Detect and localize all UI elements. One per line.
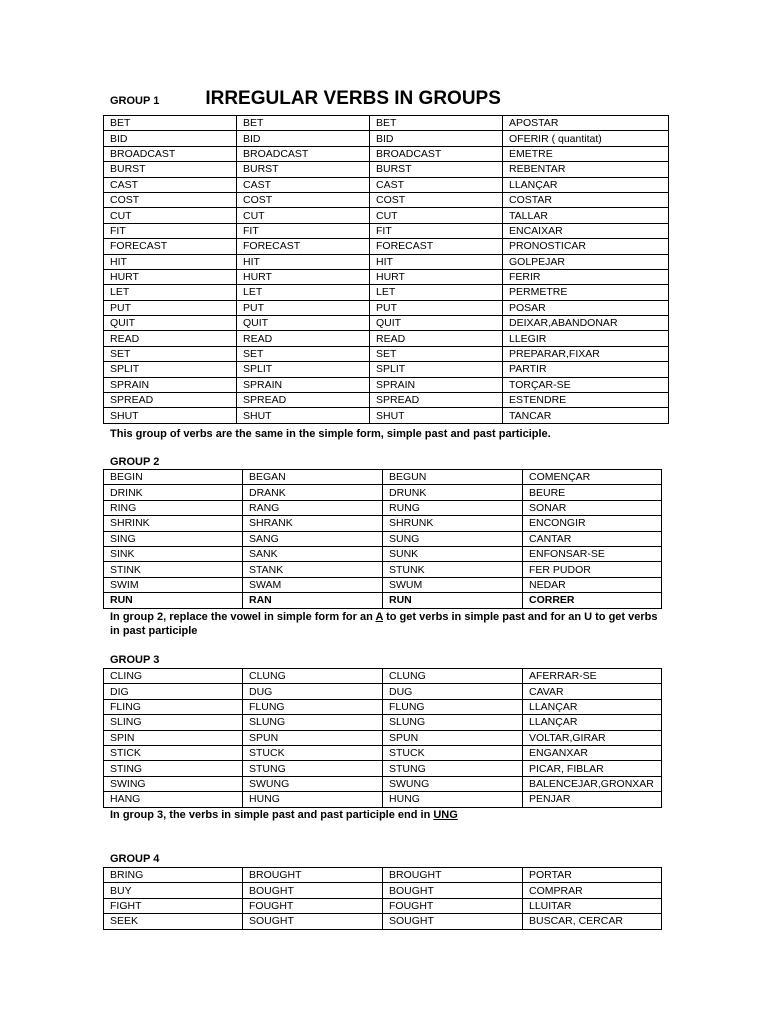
table-row	[104, 162, 669, 177]
table-cell: PREPARAR,FIXAR	[503, 346, 669, 361]
table-cell: PUT	[104, 300, 237, 315]
group-2-label: GROUP 2	[110, 456, 160, 468]
table-cell: RUN	[383, 593, 523, 608]
table-cell: SHRINK	[104, 516, 243, 531]
table-row	[104, 269, 669, 284]
table-cell: BEGUN	[383, 470, 523, 485]
table-cell: BROADCAST	[237, 146, 370, 161]
table-cell: BEURE	[523, 485, 662, 500]
table-row	[104, 577, 662, 592]
table-cell: STUNK	[383, 562, 523, 577]
table-cell: CAST	[370, 177, 503, 192]
table-cell: CAVAR	[523, 684, 662, 699]
table-cell: SPLIT	[237, 362, 370, 377]
table-cell: HUNG	[243, 792, 383, 807]
table-cell: BOUGHT	[383, 883, 523, 898]
table-row	[104, 730, 662, 745]
table-cell: CUT	[370, 208, 503, 223]
table-row	[104, 146, 669, 161]
table-cell: BRING	[104, 868, 243, 883]
table-cell: BALENCEJAR,GRONXAR	[523, 776, 662, 791]
table-row	[104, 546, 662, 561]
table-cell: STICK	[104, 745, 243, 760]
table-cell: LLUITAR	[523, 898, 662, 913]
table-cell: CLUNG	[243, 669, 383, 684]
table-cell: SUNK	[383, 546, 523, 561]
table-cell: FIT	[237, 223, 370, 238]
table-row	[104, 562, 662, 577]
document-heading	[110, 88, 501, 110]
table-cell: BID	[104, 131, 237, 146]
table-row	[104, 408, 669, 423]
table-cell: BOUGHT	[243, 883, 383, 898]
table-cell: SPUN	[383, 730, 523, 745]
table-cell: SWIM	[104, 577, 243, 592]
table-cell: DIG	[104, 684, 243, 699]
table-cell: BURST	[104, 162, 237, 177]
table-cell: CAST	[104, 177, 237, 192]
table-cell: SWUNG	[243, 776, 383, 791]
table-cell: BEGIN	[104, 470, 243, 485]
table-row	[104, 898, 662, 913]
group-3-note-ung: UNG	[433, 809, 458, 821]
table-cell: SANK	[243, 546, 383, 561]
table-row	[104, 792, 662, 807]
table-cell: CANTAR	[523, 531, 662, 546]
table-cell: SHRANK	[243, 516, 383, 531]
table-row	[104, 745, 662, 760]
group-2-note-text-a: In group 2, replace the vowel in simple form for an	[110, 611, 376, 623]
table-row	[104, 669, 662, 684]
table-cell: SET	[104, 346, 237, 361]
table-cell: STUNG	[383, 761, 523, 776]
table-cell: COST	[104, 192, 237, 207]
table-cell: READ	[370, 331, 503, 346]
table-cell: TANCAR	[503, 408, 669, 423]
table-cell: SHRUNK	[383, 516, 523, 531]
table-cell: FORECAST	[104, 239, 237, 254]
table-cell: SET	[370, 346, 503, 361]
table-cell: TALLAR	[503, 208, 669, 223]
table-cell: BUY	[104, 883, 243, 898]
table-cell: FLING	[104, 699, 243, 714]
table-cell: REBENTAR	[503, 162, 669, 177]
table-cell: PERMETRE	[503, 285, 669, 300]
table-cell: RAN	[243, 593, 383, 608]
table-cell: SPIN	[104, 730, 243, 745]
table-cell: HURT	[370, 269, 503, 284]
table-cell: RING	[104, 500, 243, 515]
table-cell: BID	[370, 131, 503, 146]
table-row	[104, 868, 662, 883]
table-cell: STUCK	[383, 745, 523, 760]
table-cell: HURT	[237, 269, 370, 284]
table-cell: QUIT	[237, 316, 370, 331]
table-cell: SHUT	[104, 408, 237, 423]
table-cell: BUSCAR, CERCAR	[523, 914, 662, 929]
table-row	[104, 177, 669, 192]
table-row	[104, 393, 669, 408]
table-cell: BURST	[370, 162, 503, 177]
table-row	[104, 223, 669, 238]
table-cell: FERIR	[503, 269, 669, 284]
table-cell: APOSTAR	[503, 116, 669, 131]
table-cell: HANG	[104, 792, 243, 807]
table-cell: LLEGIR	[503, 331, 669, 346]
table-cell: SUNG	[383, 531, 523, 546]
table-cell: SLING	[104, 715, 243, 730]
table-cell: FORECAST	[370, 239, 503, 254]
table-cell: SPLIT	[370, 362, 503, 377]
table-row	[104, 362, 669, 377]
table-cell: CLUNG	[383, 669, 523, 684]
table-row	[104, 485, 662, 500]
table-cell: COST	[370, 192, 503, 207]
table-row	[104, 377, 669, 392]
table-cell: CLING	[104, 669, 243, 684]
table-row	[104, 239, 669, 254]
table-cell: FIT	[104, 223, 237, 238]
table-cell: SLUNG	[383, 715, 523, 730]
table-row	[104, 285, 669, 300]
table-cell: COMENÇAR	[523, 470, 662, 485]
table-cell: TORÇAR-SE	[503, 377, 669, 392]
table-cell: BEGAN	[243, 470, 383, 485]
table-row	[104, 883, 662, 898]
table-cell: GOLPEJAR	[503, 254, 669, 269]
document-title: IRREGULAR VERBS IN GROUPS	[205, 88, 501, 109]
table-cell: RUNG	[383, 500, 523, 515]
group-2-note-text-b: to get verbs in simple past and for an U to get verbs in past participle	[110, 611, 658, 637]
table-cell: QUIT	[370, 316, 503, 331]
table-cell: SEEK	[104, 914, 243, 929]
table-cell: OFERIR ( quantitat)	[503, 131, 669, 146]
table-cell: AFERRAR-SE	[523, 669, 662, 684]
table-cell: ENFONSAR-SE	[523, 546, 662, 561]
table-cell: HIT	[104, 254, 237, 269]
table-cell: LET	[104, 285, 237, 300]
table-cell: CUT	[237, 208, 370, 223]
table-cell: HUNG	[383, 792, 523, 807]
table-cell: ESTENDRE	[503, 393, 669, 408]
table-cell: SWUM	[383, 577, 523, 592]
table-cell: BET	[237, 116, 370, 131]
group-3-table	[103, 668, 662, 808]
table-cell: ENGANXAR	[523, 745, 662, 760]
table-cell: SPRAIN	[104, 377, 237, 392]
table-row	[104, 516, 662, 531]
table-cell: BURST	[237, 162, 370, 177]
group-2-table	[103, 469, 662, 609]
group-2-note-vowel-a: A	[375, 611, 384, 623]
table-cell: BET	[370, 116, 503, 131]
table-cell: RUN	[104, 593, 243, 608]
table-cell: DEIXAR,ABANDONAR	[503, 316, 669, 331]
table-cell: DUG	[243, 684, 383, 699]
group-3-note-text: In group 3, the verbs in simple past and past participle end in	[110, 809, 434, 821]
table-row	[104, 331, 669, 346]
table-cell: SET	[237, 346, 370, 361]
table-row	[104, 761, 662, 776]
table-cell: CUT	[104, 208, 237, 223]
table-cell: COMPRAR	[523, 883, 662, 898]
table-cell: READ	[237, 331, 370, 346]
table-cell: ENCAIXAR	[503, 223, 669, 238]
table-cell: QUIT	[104, 316, 237, 331]
table-cell: PRONOSTICAR	[503, 239, 669, 254]
table-cell: SLUNG	[243, 715, 383, 730]
table-cell: BROADCAST	[370, 146, 503, 161]
table-row	[104, 300, 669, 315]
table-cell: SONAR	[523, 500, 662, 515]
table-cell: COSTAR	[503, 192, 669, 207]
table-cell: FORECAST	[237, 239, 370, 254]
table-cell: FIGHT	[104, 898, 243, 913]
table-cell: LET	[370, 285, 503, 300]
table-cell: PARTIR	[503, 362, 669, 377]
table-cell: FIT	[370, 223, 503, 238]
table-row	[104, 531, 662, 546]
table-cell: SPRAIN	[370, 377, 503, 392]
table-cell: SWUNG	[383, 776, 523, 791]
table-row	[104, 346, 669, 361]
table-cell: ENCONGIR	[523, 516, 662, 531]
group-1-table	[103, 115, 669, 424]
table-cell: LET	[237, 285, 370, 300]
table-cell: COST	[237, 192, 370, 207]
table-cell: STUNG	[243, 761, 383, 776]
table-row	[104, 116, 669, 131]
table-row	[104, 208, 669, 223]
table-row	[104, 593, 662, 608]
table-row	[104, 131, 669, 146]
table-cell: EMETRE	[503, 146, 669, 161]
table-cell: DUG	[383, 684, 523, 699]
table-cell: FOUGHT	[383, 898, 523, 913]
table-cell: LLANÇAR	[503, 177, 669, 192]
table-cell: STINK	[104, 562, 243, 577]
table-cell: SINK	[104, 546, 243, 561]
group-4-table	[103, 867, 662, 930]
table-cell: HIT	[237, 254, 370, 269]
table-row	[104, 316, 669, 331]
table-cell: SHUT	[237, 408, 370, 423]
table-cell: SOUGHT	[243, 914, 383, 929]
table-cell: BET	[104, 116, 237, 131]
table-cell: FLUNG	[383, 699, 523, 714]
table-cell: LLANÇAR	[523, 715, 662, 730]
table-cell: SANG	[243, 531, 383, 546]
group-4-label: GROUP 4	[110, 853, 160, 865]
table-cell: SPREAD	[237, 393, 370, 408]
table-cell: RANG	[243, 500, 383, 515]
table-cell: BID	[237, 131, 370, 146]
table-cell: PUT	[237, 300, 370, 315]
table-cell: READ	[104, 331, 237, 346]
table-cell: VOLTAR,GIRAR	[523, 730, 662, 745]
table-cell: SWING	[104, 776, 243, 791]
table-cell: PICAR, FIBLAR	[523, 761, 662, 776]
table-cell: BROUGHT	[383, 868, 523, 883]
table-row	[104, 914, 662, 929]
table-cell: HIT	[370, 254, 503, 269]
table-cell: FER PUDOR	[523, 562, 662, 577]
table-cell: PENJAR	[523, 792, 662, 807]
table-cell: SPUN	[243, 730, 383, 745]
table-row	[104, 776, 662, 791]
table-cell: STUCK	[243, 745, 383, 760]
table-cell: SOUGHT	[383, 914, 523, 929]
table-row	[104, 470, 662, 485]
table-cell: SPLIT	[104, 362, 237, 377]
table-row	[104, 500, 662, 515]
group-3-label: GROUP 3	[110, 654, 160, 666]
table-cell: NEDAR	[523, 577, 662, 592]
table-cell: STING	[104, 761, 243, 776]
table-cell: SWAM	[243, 577, 383, 592]
table-cell: FOUGHT	[243, 898, 383, 913]
table-cell: STANK	[243, 562, 383, 577]
table-cell: SPREAD	[104, 393, 237, 408]
group-2-note	[110, 610, 670, 638]
table-row	[104, 699, 662, 714]
table-cell: BROADCAST	[104, 146, 237, 161]
table-row	[104, 715, 662, 730]
table-row	[104, 254, 669, 269]
group-3-note	[110, 808, 670, 822]
table-cell: SHUT	[370, 408, 503, 423]
table-cell: CAST	[237, 177, 370, 192]
table-cell: FLUNG	[243, 699, 383, 714]
table-cell: SPRAIN	[237, 377, 370, 392]
table-cell: BROUGHT	[243, 868, 383, 883]
table-cell: POSAR	[503, 300, 669, 315]
table-cell: DRUNK	[383, 485, 523, 500]
table-cell: SING	[104, 531, 243, 546]
table-row	[104, 192, 669, 207]
table-cell: PORTAR	[523, 868, 662, 883]
table-cell: LLANÇAR	[523, 699, 662, 714]
group-1-label: GROUP 1	[110, 95, 160, 107]
table-cell: DRINK	[104, 485, 243, 500]
table-cell: CORRER	[523, 593, 662, 608]
table-cell: HURT	[104, 269, 237, 284]
table-cell: SPREAD	[370, 393, 503, 408]
table-cell: PUT	[370, 300, 503, 315]
group-1-note: This group of verbs are the same in the simple form, simple past and past participle.	[110, 428, 551, 440]
table-cell: DRANK	[243, 485, 383, 500]
table-row	[104, 684, 662, 699]
